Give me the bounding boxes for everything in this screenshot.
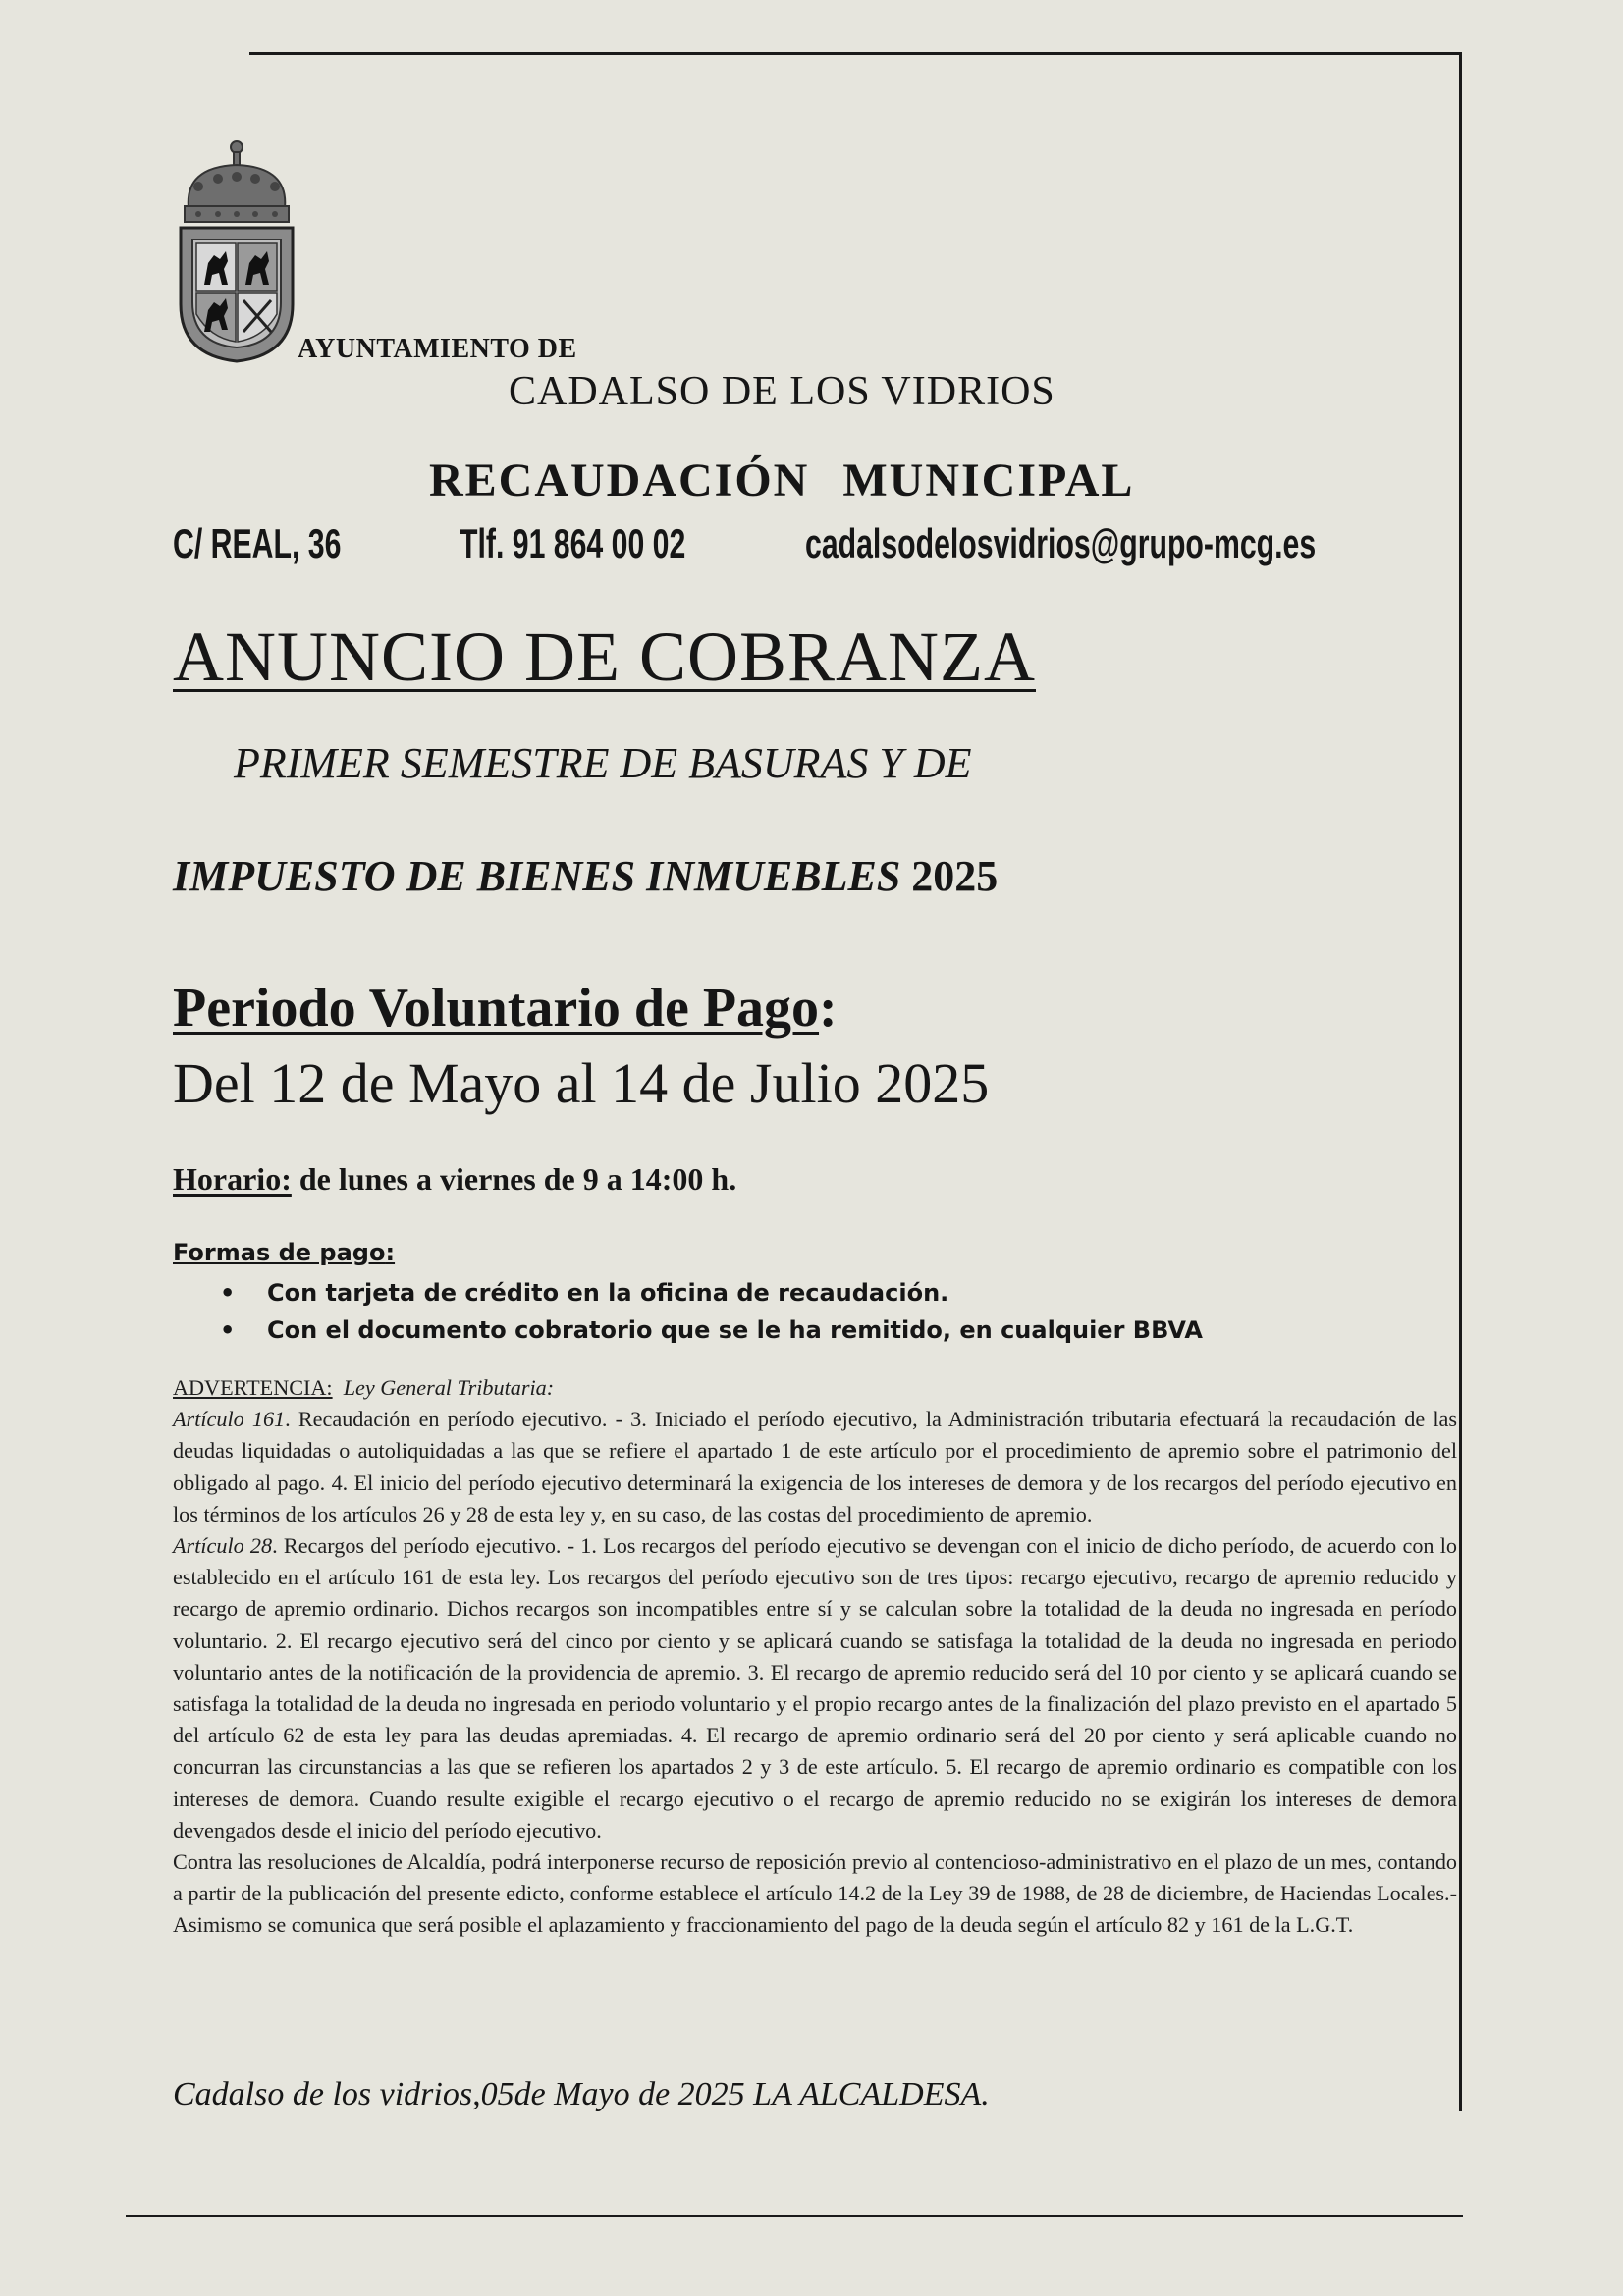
payment-methods-list — [220, 1274, 1203, 1349]
subtitle-year: 2025 — [911, 852, 999, 900]
contact-email: cadalsodelosvidrios@grupo-mcg.es — [805, 520, 1317, 566]
appeal-paragraph: Contra las resoluciones de Alcaldía, podrá interponerse recurso de reposición previo al contencioso-administrativo en el plazo de un mes, contando a partir de la publicación del presente edicto, conforme establece el artículo 14.2 de la Ley 39 de 1988, de 28 de diciembre, de Haciendas Locales.- Asimismo se comunica que será posible el aplazamiento y fraccionamiento del pago de la deuda según el artículo 82 y 161 de la L.G.T. — [173, 1849, 1457, 1938]
legal-warning — [173, 1372, 1457, 1942]
article-28: Artículo 28. Recargos del período ejecutivo. - 1. Los recargos del período ejecutivo se devengan con el inicio de dicho período, de acuerdo con lo establecido en el artículo 161 de esta ley. Los recargos del período ejecutivo son de tres tipos: recargo ejecutivo, recargo de apremio reducido y recargo de apremio ordinario. Dichos recargos son incompatibles entre sí y se calculan sobre la totalidad de la deuda no ingresada en período voluntario. 2. El recargo ejecutivo será del cinco por ciento y se aplicará cuando se satisfaga la totalidad de la deuda no ingresada en periodo voluntario antes de la notificación de la providencia de apremio. 3. El recargo de apremio reducido será del 10 por ciento y se aplicará cuando se satisfaga la totalidad de la deuda no ingresada en periodo voluntario y el propio recargo antes de la finalización del plazo previsto en el apartado 5 del artículo 62 de esta ley para las deudas apremiadas. 4. El recargo de apremio ordinario será del 20 por ciento y será aplicable cuando no concurran las circunstancias a las que se refieren los apartados 2 y 3 de este artículo. 5. El recargo de apremio ordinario es compatible con los intereses de demora. Cuando resulte exigible el recargo ejecutivo o el recargo de apremio reducido no se exigirán los intereses de demora devengados desde el inicio del período ejecutivo. — [173, 1533, 1458, 1842]
payment-period-label: Periodo Voluntario de Pago: — [173, 978, 838, 1039]
header-ayuntamiento: AYUNTAMIENTO DE — [298, 334, 577, 364]
header-town-name: CADALSO DE LOS VIDRIOS — [509, 369, 1055, 414]
article-161-ref: Artículo 161 — [173, 1407, 286, 1432]
article-28-ref: Artículo 28 — [173, 1533, 273, 1559]
header-office-name: RECAUDACIÓN MUNICIPAL — [429, 454, 1135, 507]
contact-address: C/ REAL, 36 — [173, 520, 342, 566]
warning-law: Ley General Tributaria: — [343, 1375, 555, 1400]
coat-of-arms-icon — [175, 137, 298, 363]
warning-heading — [173, 1372, 1457, 1404]
payment-method-item: • Con tarjeta de crédito en la oficina de recaudación. — [220, 1274, 1203, 1311]
signature-line: Cadalso de los vidrios,05de Mayo de 2025 LA ALCALDESA. — [173, 2076, 990, 2112]
schedule-label: Horario: — [173, 1161, 292, 1197]
contact-phone: Tlf. 91 864 00 02 — [460, 520, 686, 566]
notice-subtitle-line1: PRIMER SEMESTRE DE BASURAS Y DE — [234, 739, 972, 787]
payment-methods-label-text: Formas de pago — [173, 1239, 386, 1266]
article-161: Artículo 161. Recaudación en período ejecutivo. - 3. Iniciado el período ejecutivo, la Administración tributaria efectuará la recaudación de las deudas liquidadas o autoliquidadas a las que se refiere el apartado 1 de este artículo por el procedimiento de apremio sobre el patrimonio del obligado al pago. 4. El inicio del período ejecutivo determinará la exigencia de los intereses de demora y de los recargos del período ejecutivo en los términos de los artículos 26 y 28 de esta ley y, en su caso, de las costas del procedimiento de apremio. — [173, 1407, 1458, 1526]
notice-title: ANUNCIO DE COBRANZA — [173, 617, 1036, 696]
payment-period-dates: Del 12 de Mayo al 14 de Julio 2025 — [173, 1051, 990, 1115]
payment-methods-label: Formas de pago: — [173, 1239, 396, 1266]
frame-top-line — [249, 52, 1461, 55]
payment-period-label-text: Periodo Voluntario de Pago — [173, 978, 820, 1039]
frame-bottom-line — [126, 2215, 1463, 2217]
notice-subtitle-line2 — [173, 851, 998, 901]
payment-method-item: • Con el documento cobratorio que se le ha remitido, en cualquier BBVA — [220, 1311, 1203, 1349]
article-28-text: Recargos del período ejecutivo. - 1. Los recargos del período ejecutivo se devengan con el inicio de dicho período, de acuerdo con lo establecido en el artículo 161 de esta ley. Los recargos del período ejecutivo son de tres tipos: recargo ejecutivo, recargo de apremio reducido y recargo de apremio ordinario. Dichos recargos son incompatibles entre sí y se calculan sobre la totalidad de la deuda no ingresada en período voluntario. 2. El recargo ejecutivo será del cinco por ciento y se aplicará cuando se satisfaga la totalidad de la deuda no ingresada en periodo voluntario antes de la notificación de la providencia de apremio. 3. El recargo de apremio reducido será del 10 por ciento y se aplicará cuando se satisfaga la totalidad de la deuda no ingresada en periodo voluntario y el propio recargo antes de la finalización del plazo previsto en el apartado 5 del artículo 62 de esta ley para las deudas apremiadas. 4. El recargo de apremio ordinario será del 20 por ciento y será aplicable cuando no concurran las circunstancias a las que se refieren los apartados 2 y 3 de este artículo. 5. El recargo de apremio ordinario es compatible con los intereses de demora. Cuando resulte exigible el recargo ejecutivo o el recargo de apremio reducido no se exigirán los intereses de demora devengados desde el inicio del período ejecutivo. — [173, 1533, 1458, 1842]
warning-label: ADVERTENCIA: — [173, 1375, 333, 1400]
schedule-text: de lunes a viernes de 9 a 14:00 h. — [298, 1161, 737, 1197]
article-161-text: Recaudación en período ejecutivo. - 3. Iniciado el período ejecutivo, la Administración tributaria efectuará la recaudación de las deudas liquidadas o autoliquidadas a las que se refiere el apartado 1 de este artículo por el procedimiento de apremio sobre el patrimonio del obligado al pago. 4. El inicio del período ejecutivo determinará la exigencia de los intereses de demora y de los recargos del período ejecutivo en los términos de los artículos 26 y 28 de esta ley y, en su caso, de las costas del procedimiento de apremio. — [173, 1407, 1458, 1526]
frame-right-line — [1459, 52, 1462, 2111]
schedule — [173, 1161, 736, 1198]
subtitle-tax-name: IMPUESTO DE BIENES INMUEBLES — [173, 852, 901, 900]
